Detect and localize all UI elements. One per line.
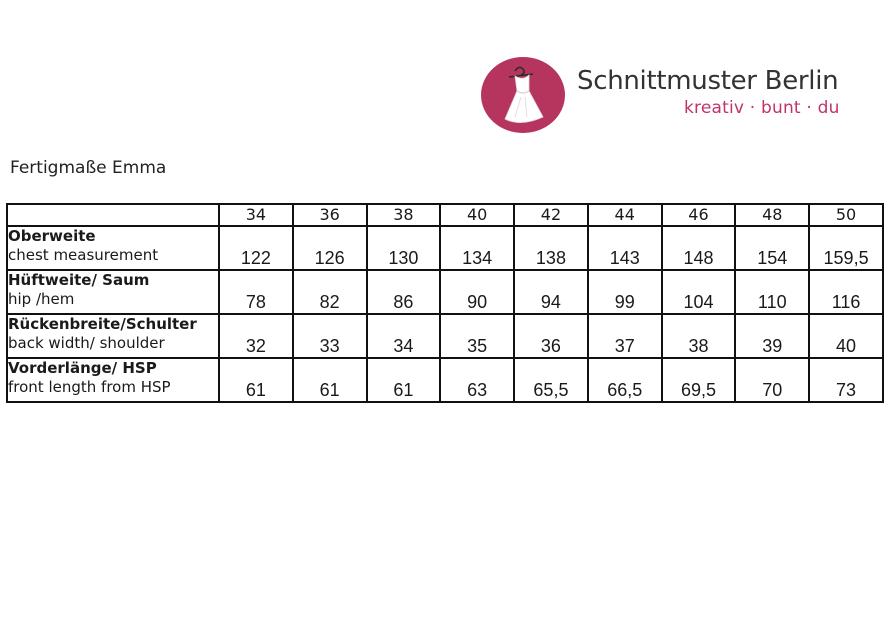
measurement-cell: 159,5 xyxy=(809,226,883,270)
table-row xyxy=(7,270,883,314)
measurement-cell: 35 xyxy=(440,314,514,358)
size-header: 46 xyxy=(662,204,736,226)
row-label-german: Rückenbreite/Schulter xyxy=(8,315,197,333)
row-label-cell xyxy=(7,358,219,402)
measurements-table xyxy=(6,203,884,403)
measurement-cell: 61 xyxy=(219,358,293,402)
row-label-cell xyxy=(7,226,219,270)
size-header: 44 xyxy=(588,204,662,226)
measurement-cell: 86 xyxy=(367,270,441,314)
row-label-english: front length from HSP xyxy=(8,378,171,396)
measurement-cell: 110 xyxy=(735,270,809,314)
measurement-cell: 138 xyxy=(514,226,588,270)
measurement-cell: 82 xyxy=(293,270,367,314)
measurement-cell: 36 xyxy=(514,314,588,358)
row-label-english: hip /hem xyxy=(8,290,75,308)
size-header: 38 xyxy=(367,204,441,226)
row-label-german: Oberweite xyxy=(8,227,96,245)
row-label-cell xyxy=(7,314,219,358)
table-row xyxy=(7,314,883,358)
measurement-cell: 126 xyxy=(293,226,367,270)
measurement-cell: 69,5 xyxy=(662,358,736,402)
header-corner-cell xyxy=(7,204,219,226)
measurement-cell: 37 xyxy=(588,314,662,358)
measurement-cell: 94 xyxy=(514,270,588,314)
brand-name: Schnittmuster Berlin xyxy=(577,66,839,96)
size-header: 50 xyxy=(809,204,883,226)
measurement-cell: 78 xyxy=(219,270,293,314)
measurement-cell: 70 xyxy=(735,358,809,402)
size-header-row xyxy=(7,204,883,226)
measurement-cell: 148 xyxy=(662,226,736,270)
measurement-cell: 73 xyxy=(809,358,883,402)
measurement-cell: 90 xyxy=(440,270,514,314)
table-row xyxy=(7,358,883,402)
table-row xyxy=(7,226,883,270)
measurement-cell: 63 xyxy=(440,358,514,402)
row-label-english: chest measurement xyxy=(8,246,159,264)
measurement-cell: 99 xyxy=(588,270,662,314)
measurement-cell: 61 xyxy=(367,358,441,402)
measurement-cell: 122 xyxy=(219,226,293,270)
measurement-cell: 39 xyxy=(735,314,809,358)
measurement-cell: 154 xyxy=(735,226,809,270)
row-label-german: Vorderlänge/ HSP xyxy=(8,359,157,377)
measurement-cell: 38 xyxy=(662,314,736,358)
size-header: 48 xyxy=(735,204,809,226)
size-header: 34 xyxy=(219,204,293,226)
measurement-cell: 116 xyxy=(809,270,883,314)
measurement-cell: 143 xyxy=(588,226,662,270)
measurement-cell: 66,5 xyxy=(588,358,662,402)
row-label-cell xyxy=(7,270,219,314)
measurement-cell: 65,5 xyxy=(514,358,588,402)
brand-logo xyxy=(481,57,565,133)
size-header: 40 xyxy=(440,204,514,226)
dress-on-hanger-icon xyxy=(481,57,565,133)
size-header: 36 xyxy=(293,204,367,226)
measurement-cell: 40 xyxy=(809,314,883,358)
size-header: 42 xyxy=(514,204,588,226)
measurement-cell: 130 xyxy=(367,226,441,270)
brand-tagline: kreativ · bunt · du xyxy=(684,98,840,118)
measurement-cell: 33 xyxy=(293,314,367,358)
row-label-english: back width/ shoulder xyxy=(8,334,165,352)
measurement-cell: 61 xyxy=(293,358,367,402)
measurement-cell: 34 xyxy=(367,314,441,358)
row-label-german: Hüftweite/ Saum xyxy=(8,271,150,289)
measurement-cell: 32 xyxy=(219,314,293,358)
measurement-cell: 134 xyxy=(440,226,514,270)
measurement-cell: 104 xyxy=(662,270,736,314)
page-title: Fertigmaße Emma xyxy=(10,158,167,178)
